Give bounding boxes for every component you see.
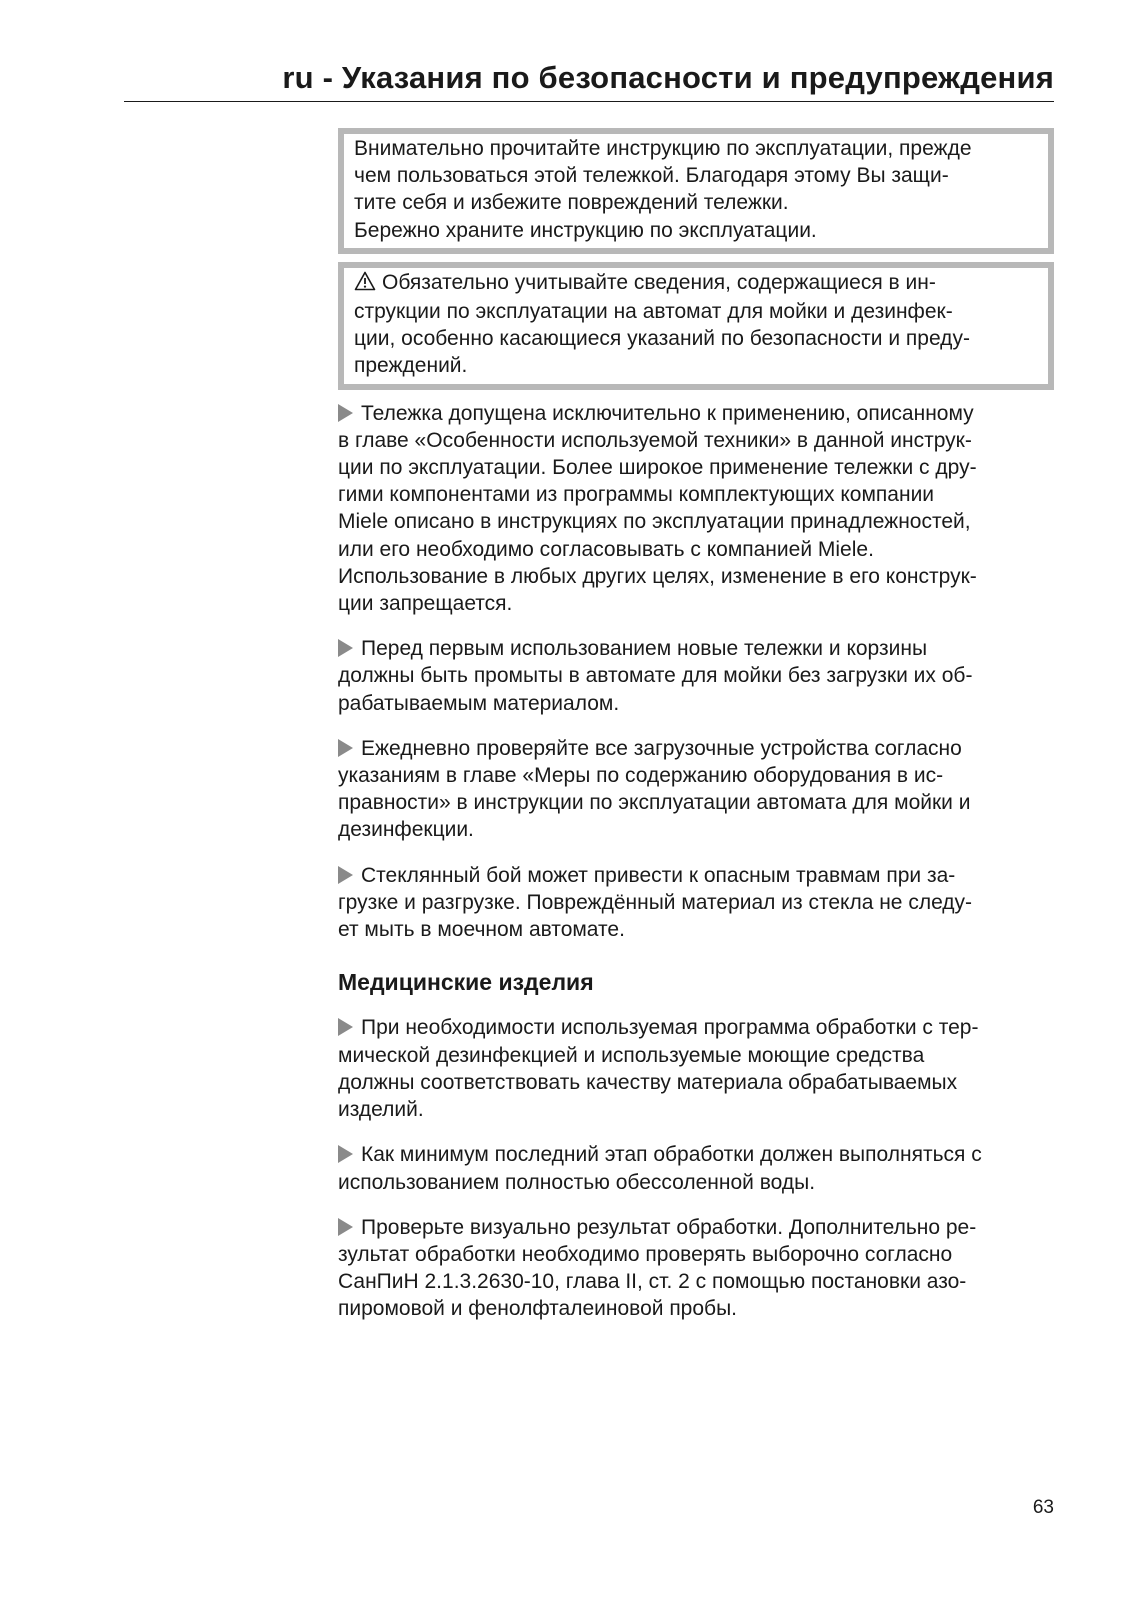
safety-item bbox=[338, 735, 1054, 844]
page-number: 63 bbox=[1032, 1497, 1054, 1518]
safety-item bbox=[338, 862, 1054, 944]
medical-item bbox=[338, 1014, 1054, 1123]
safety-item-text: Тележка допущена исключительно к применению, описанному в главе «Особенности используемой техники» в данной инструк- ции по эксплуатации. Более широкое применение тележки с дру- гими компонентами из программы комплектующих компании Miele описано в инструкциях по эксплуатации принадлежностей, или его необходимо согласовывать с компанией Miele. Использование в любых других целях, изменение в его конструк- ции запрещается. bbox=[338, 401, 977, 616]
safety-item bbox=[338, 635, 1054, 717]
warning-text: Обязательно учитывайте сведения, содержащиеся в ин- струкции по эксплуатации на автомат для мойки и дезинфек- ции, особенно касающиеся указаний по безопасности и преду- преждений. bbox=[354, 270, 970, 378]
triangle-bullet-icon bbox=[338, 739, 353, 757]
triangle-bullet-icon bbox=[338, 1018, 353, 1036]
warning-paragraph bbox=[354, 269, 1036, 380]
notice-box bbox=[338, 128, 1054, 254]
triangle-bullet-icon bbox=[338, 1218, 353, 1236]
safety-item bbox=[338, 400, 1054, 618]
section-heading-medical: Медицинские изделия bbox=[338, 969, 594, 996]
medical-item-text: При необходимости используемая программа обработки с тер- мической дезинфекцией и используемые моющие средства должны соответствовать качеству материала обрабатываемых изделий. bbox=[338, 1016, 979, 1122]
triangle-bullet-icon bbox=[338, 639, 353, 657]
triangle-bullet-icon bbox=[338, 866, 353, 884]
main-content bbox=[338, 128, 1054, 1323]
notice-text: Внимательно прочитайте инструкцию по эксплуатации, прежде чем пользоваться этой тележкой. Благодаря этому Вы защи- тите себя и избежите повреждений тележки. Бережно храните инструкцию по эксплуатации. bbox=[354, 137, 972, 242]
triangle-bullet-icon bbox=[338, 404, 353, 422]
warning-box bbox=[338, 262, 1054, 390]
medical-item-text: Как минимум последний этап обработки должен выполняться с использованием полностью обессоленной воды. bbox=[338, 1143, 982, 1194]
safety-item-text: Ежедневно проверяйте все загрузочные устройства согласно указаниям в главе «Меры по содержанию оборудования в ис- правности» в инструкции по эксплуатации автомата для мойки и дезинфекции. bbox=[338, 736, 971, 842]
warning-triangle-icon bbox=[354, 271, 376, 298]
safety-item-text: Перед первым использованием новые тележки и корзины должны быть промыты в автомате для мойки без загрузки их об- рабатываемым материалом. bbox=[338, 637, 973, 715]
triangle-bullet-icon bbox=[338, 1145, 353, 1163]
safety-item-text: Стеклянный бой может привести к опасным травмам при за- грузке и разгрузке. Повреждённый материал из стекла не следу- ет мыть в моечном автомате. bbox=[338, 863, 973, 942]
medical-item bbox=[338, 1214, 1054, 1323]
page-title: ru - Указания по безопасности и предупреждения bbox=[282, 60, 1054, 95]
medical-item bbox=[338, 1141, 1054, 1195]
header-divider bbox=[124, 101, 1054, 102]
medical-item-text: Проверьте визуально результат обработки. Дополнительно ре- зультат обработки необходимо проверять выборочно согласно СанПиН 2.1.3.2630-10, глава II, ст. 2 с помощью постановки азо- пиромовой и фенолфталеиновой пробы. bbox=[338, 1215, 977, 1321]
